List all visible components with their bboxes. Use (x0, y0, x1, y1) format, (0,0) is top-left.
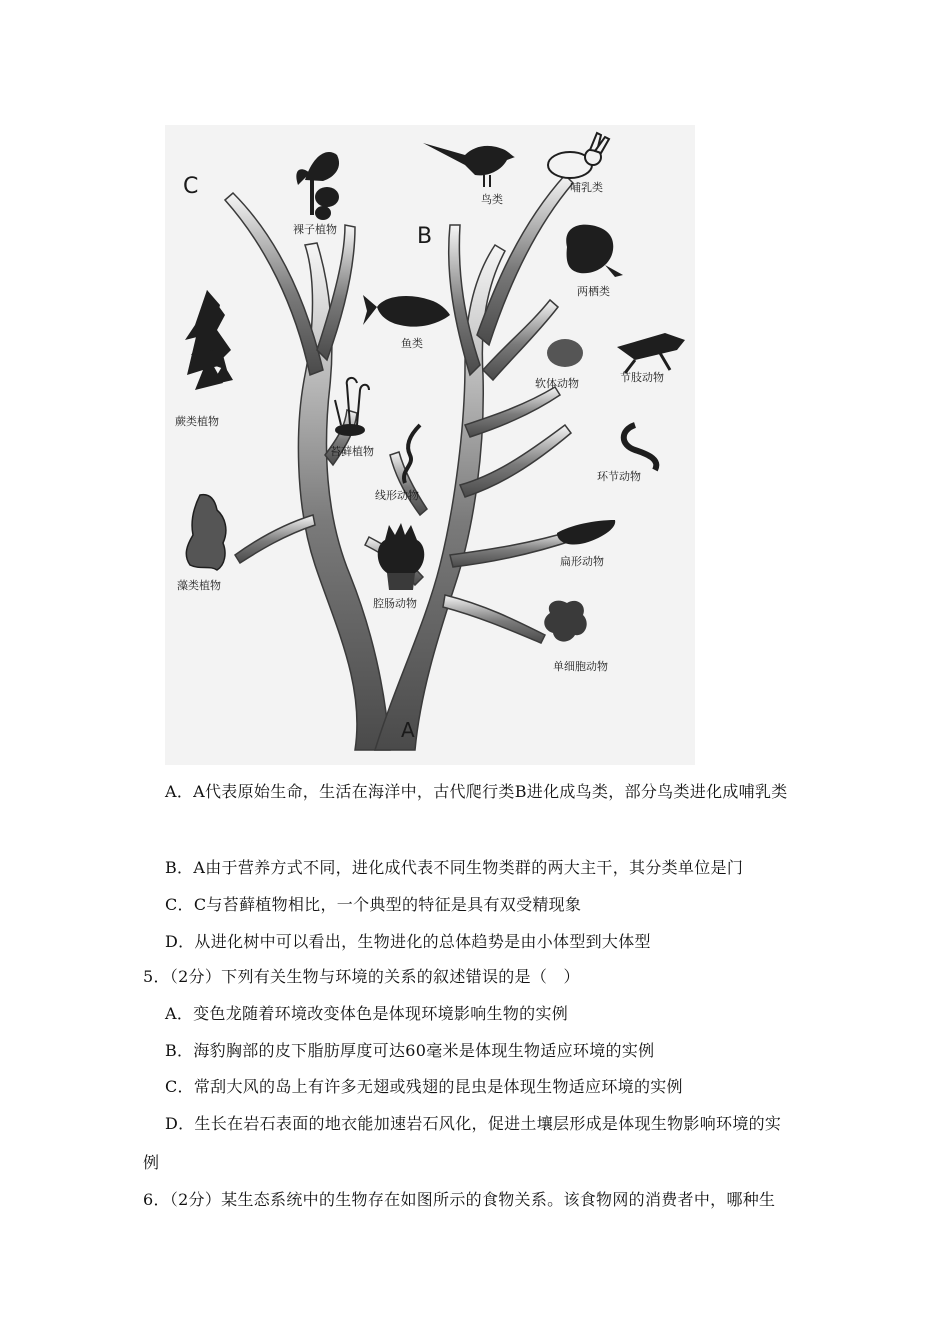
evolution-tree-svg (165, 125, 695, 765)
label-arthropods: 节肢动物 (620, 371, 664, 384)
q5-stem: 5．（2分）下列有关生物与环境的关系的叙述错误的是（ ） (143, 967, 580, 986)
algae-icon (186, 495, 226, 570)
evolution-tree-figure (165, 125, 695, 765)
moss-icon (335, 378, 369, 435)
label-algae: 藻类植物 (177, 579, 221, 592)
fish-icon (363, 295, 450, 327)
q5-option-d: D．生长在岩石表面的地衣能加速岩石风化，促进土壤层形成是体现生物影响环境的实 (165, 1114, 782, 1133)
label-b: B (417, 224, 433, 249)
rabbit-icon (548, 133, 609, 178)
label-birds: 鸟类 (481, 193, 503, 206)
label-amphibians: 两栖类 (577, 285, 610, 298)
frog-icon (566, 225, 623, 277)
q6-stem: 6．（2分）某生态系统中的生物存在如图所示的食物关系。该食物网的消费者中，哪种生 (143, 1190, 776, 1209)
q4-option-b: B．A由于营养方式不同，进化成代表不同生物类群的两大主干，其分类单位是门 (165, 858, 744, 877)
arthropod-icon (617, 333, 685, 373)
fern-icon (185, 290, 233, 390)
label-flatworms: 扁形动物 (560, 555, 604, 568)
label-c: C (183, 174, 199, 199)
label-mammals: 哺乳类 (570, 181, 603, 194)
roundworm-icon (404, 425, 420, 483)
label-ferns: 蕨类植物 (175, 415, 219, 428)
label-mollusks: 软体动物 (535, 377, 579, 390)
label-a: A (401, 718, 415, 742)
q5-option-c: C．常刮大风的岛上有许多无翅或残翅的昆虫是体现生物适应环境的实例 (165, 1077, 683, 1096)
label-coelenterates: 腔肠动物 (373, 597, 417, 610)
q4-option-a: A．A代表原始生命，生活在海洋中，古代爬行类B进化成鸟类，部分鸟类进化成哺乳类 (165, 782, 788, 801)
label-seed-plants: 裸子植物 (293, 223, 337, 236)
seed-plant-icon (296, 152, 339, 220)
q4-option-c: C．C与苔藓植物相比，一个典型的特征是具有双受精现象 (165, 895, 582, 914)
tree-trunk (225, 175, 577, 750)
annelid-icon (624, 425, 657, 470)
flatworm-icon (557, 520, 615, 545)
q5-option-b: B．海豹胸部的皮下脂肪厚度可达60毫米是体现生物适应环境的实例 (165, 1041, 655, 1060)
label-fish: 鱼类 (401, 337, 423, 350)
q5-option-a: A．变色龙随着环境改变体色是体现环境影响生物的实例 (165, 1004, 569, 1023)
protozoa-icon (544, 601, 586, 642)
label-protozoa: 单细胞动物 (553, 660, 608, 673)
q5-option-d-wrap: 例 (143, 1153, 160, 1172)
bird-icon (423, 143, 515, 187)
label-mosses: 苔藓植物 (330, 445, 374, 458)
q4-option-d: D．从进化树中可以看出，生物进化的总体趋势是由小体型到大体型 (165, 932, 651, 951)
mollusk-icon (547, 339, 583, 367)
label-annelids: 环节动物 (597, 470, 641, 483)
label-roundworms: 线形动物 (375, 489, 419, 502)
